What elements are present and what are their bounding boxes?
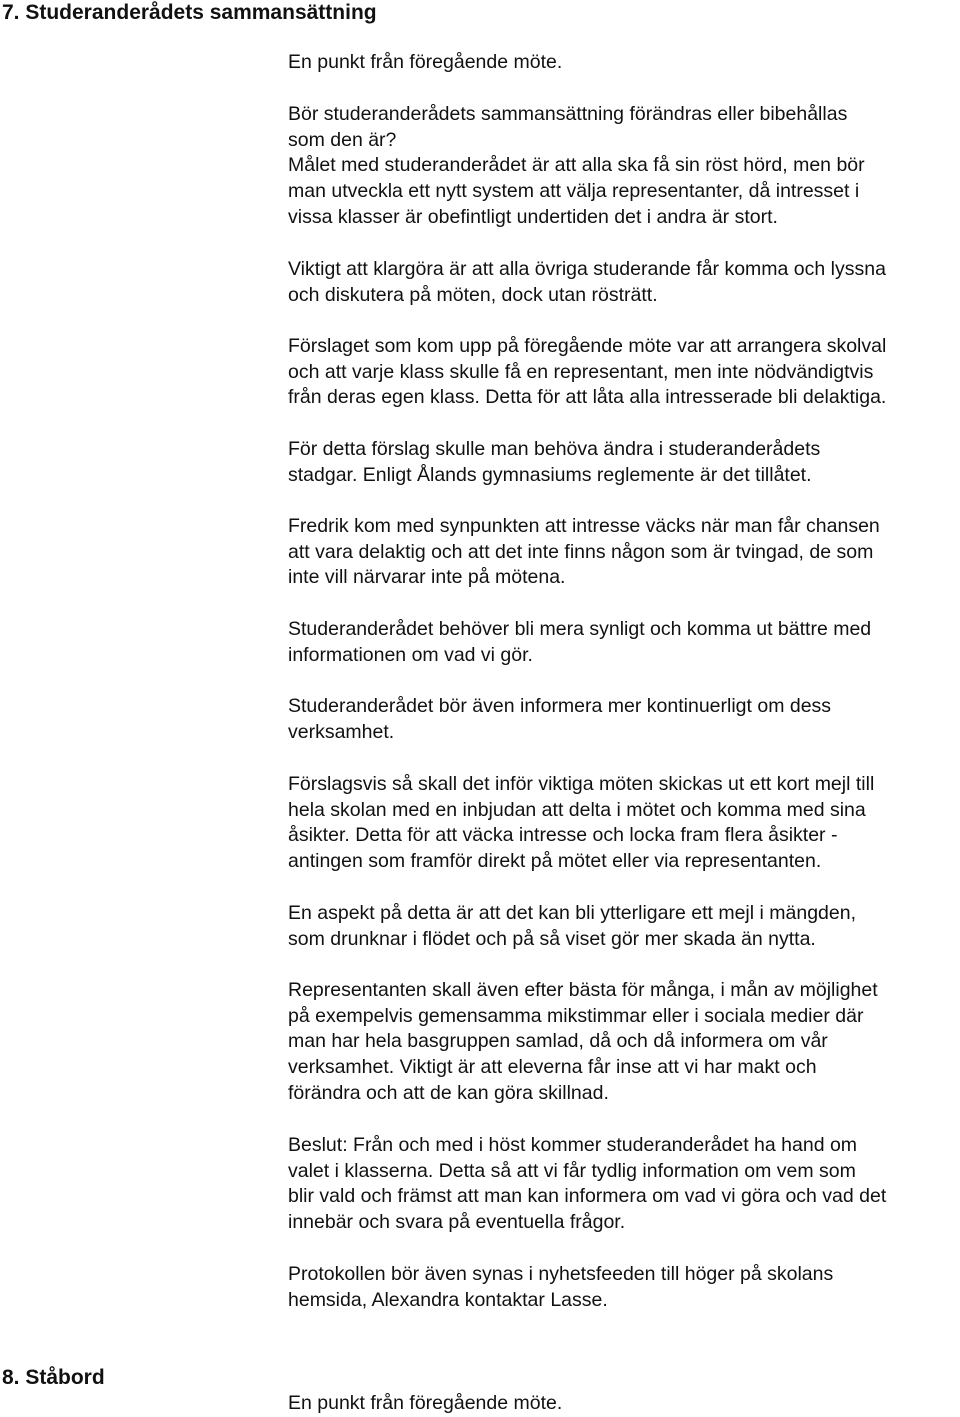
text-line: Studeranderådet bör även informera mer kontinuerligt om dess <box>288 695 832 717</box>
section-7-paragraph-7 <box>288 617 960 668</box>
text-line: stadgar. Enligt Ålands gymnasiums reglemente är det tillåtet. <box>288 463 812 486</box>
section-7-paragraph-6 <box>288 514 960 591</box>
text-line: man har hela basgruppen samlad, då och då informera om vår <box>288 1030 828 1053</box>
text-line: från deras egen klass. Detta för att låta alla intresserade bli delaktiga. <box>288 386 887 409</box>
text-line: verksamhet. <box>288 720 395 743</box>
section-7-paragraph-4 <box>288 334 960 411</box>
text-line: hela skolan med en inbjudan att delta i mötet och komma med sina <box>288 798 866 821</box>
text-line: Fredrik kom med synpunkten att intresse väcks när man får chansen <box>288 515 880 537</box>
text-line: inte vill närvarar inte på mötena. <box>288 566 566 589</box>
text-line: antingen som framför direkt på mötet eller via representanten. <box>288 850 822 873</box>
section-7-paragraph-10 <box>288 901 960 952</box>
text-line: En aspekt på detta är att det kan bli ytterligare ett mejl i mängden, <box>288 902 856 924</box>
text-line: Förslagsvis så skall det inför viktiga möten skickas ut ett kort mejl till <box>288 773 875 795</box>
section-7-paragraph-1 <box>288 50 960 76</box>
text-line: valet i klasserna. Detta så att vi får tydlig information om vem som <box>288 1159 856 1182</box>
text-line: Viktigt att klargöra är att alla övriga studerande får komma och lyssna <box>288 258 886 280</box>
text-line: förändra och att de kan göra skillnad. <box>288 1081 609 1104</box>
text-line: En punkt från föregående möte. <box>288 51 563 73</box>
text-line: Förslaget som kom upp på föregående möte var att arrangera skolval <box>288 335 887 357</box>
text-line: Representanten skall även efter bästa för många, i mån av möjlighet <box>288 979 878 1001</box>
text-line: innebär och svara på eventuella frågor. <box>288 1211 626 1234</box>
text-line: blir vald och främst att man kan informera om vad vi göra och vad det <box>288 1185 887 1208</box>
text-line: som drunknar i flödet och på så viset gör mer skada än nytta. <box>288 927 816 950</box>
section-8-paragraph-1 <box>288 1391 960 1417</box>
section-7-paragraph-9 <box>288 772 960 875</box>
text-line: Studeranderådet behöver bli mera synligt och komma ut bättre med <box>288 618 872 640</box>
section-7-paragraph-13 <box>288 1262 960 1313</box>
text-line: som den är? <box>288 128 397 151</box>
text-line: man utveckla ett nytt system att välja representanter, då intresset i <box>288 180 860 203</box>
section-7-paragraph-2 <box>288 102 960 231</box>
text-line: åsikter. Detta för att väcka intresse och locka fram flera åsikter - <box>288 824 838 847</box>
text-line: och diskutera på möten, dock utan rösträtt. <box>288 283 658 306</box>
text-line: på exempelvis gemensamma mikstimmar eller i sociala medier där <box>288 1004 864 1027</box>
text-line: verksamhet. Viktigt är att eleverna får inse att vi har makt och <box>288 1056 817 1079</box>
section-7-paragraph-3 <box>288 257 960 308</box>
section-8-heading: 8. Ståbord <box>2 1366 105 1389</box>
text-line: En punkt från föregående möte. <box>288 1392 563 1414</box>
section-7-paragraph-8 <box>288 694 960 745</box>
text-line: och att varje klass skulle få en representant, men inte nödvändigtvis <box>288 360 874 383</box>
section-7-paragraph-5 <box>288 437 960 488</box>
text-line: Protokollen bör även synas i nyhetsfeeden till höger på skolans <box>288 1263 834 1285</box>
text-line: Bör studeranderådets sammansättning förändras eller bibehållas <box>288 103 848 125</box>
text-line: Beslut: Från och med i höst kommer studeranderådet ha hand om <box>288 1134 858 1156</box>
text-line: informationen om vad vi gör. <box>288 643 533 666</box>
text-line: Målet med studeranderådet är att alla ska få sin röst hörd, men bör <box>288 154 865 177</box>
text-line: att vara delaktig och att det inte finns någon som är tvingad, de som <box>288 540 874 563</box>
text-line: vissa klasser är obefintligt undertiden det i andra är stort. <box>288 205 778 228</box>
section-7-paragraph-11 <box>288 978 960 1107</box>
section-7-decision-paragraph <box>288 1133 960 1236</box>
text-line: För detta förslag skulle man behöva ändra i studeranderådets <box>288 438 821 460</box>
section-7-heading: 7. Studeranderådets sammansättning <box>2 1 377 24</box>
text-line: hemsida, Alexandra kontaktar Lasse. <box>288 1288 608 1311</box>
